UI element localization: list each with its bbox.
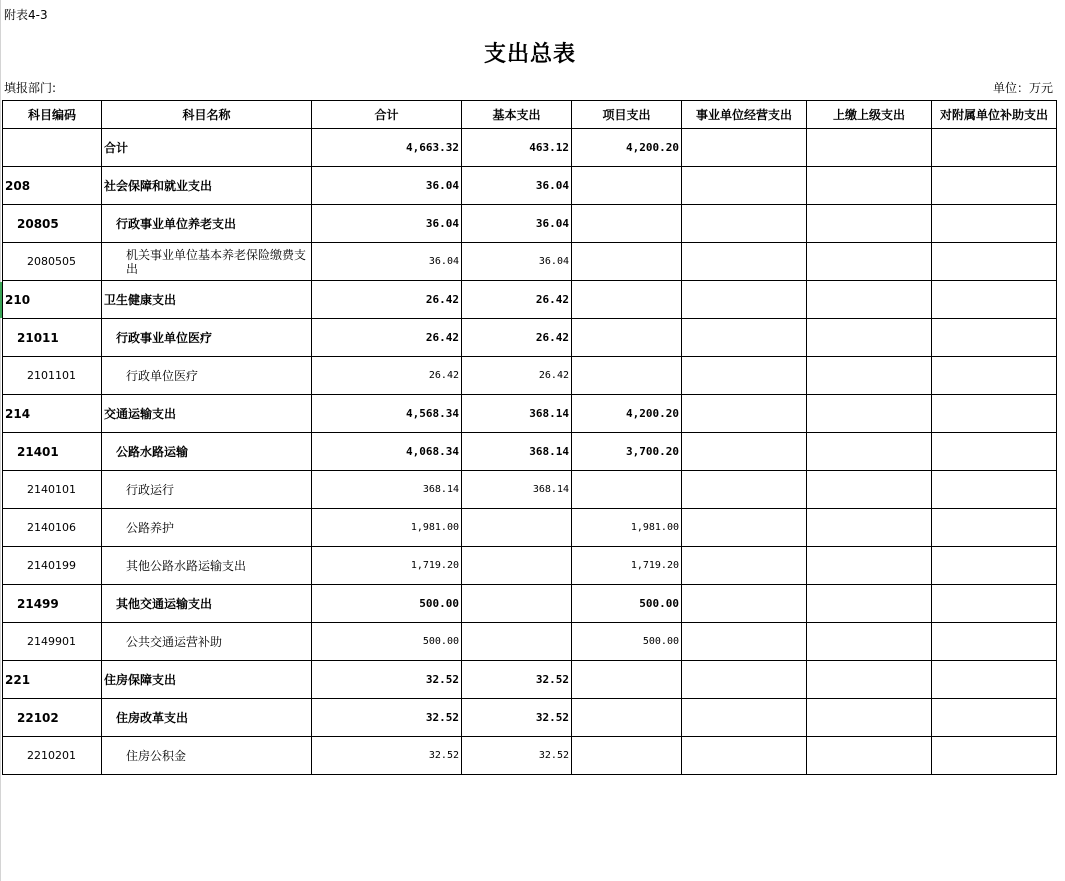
cell-basic[interactable]: 368.14 [462,395,572,433]
cell-name[interactable]: 其他交通运输支出 [102,585,312,623]
header-project[interactable]: 项目支出 [572,101,682,129]
cell-subsidy[interactable] [932,509,1057,547]
table-row [3,585,1057,623]
cell-subsidy[interactable] [932,243,1057,281]
table-row [3,357,1057,395]
cell-subsidy[interactable] [932,433,1057,471]
table-row [3,623,1057,661]
cell-upper[interactable] [807,167,932,205]
cell-subsidy[interactable] [932,205,1057,243]
table-row [3,737,1057,775]
header-upper[interactable]: 上缴上级支出 [807,101,932,129]
cell-name[interactable]: 住房公积金 [102,737,312,775]
cell-business[interactable] [682,319,807,357]
cell-code[interactable]: 210 [3,281,102,319]
cell-upper[interactable] [807,281,932,319]
table-row [3,167,1057,205]
cell-business[interactable] [682,433,807,471]
cell-business[interactable] [682,623,807,661]
cell-project[interactable]: 500.00 [572,623,682,661]
unit-label: 单位：万元 [992,81,1053,95]
cell-total[interactable]: 32.52 [312,737,462,775]
cell-project[interactable] [572,319,682,357]
cell-basic[interactable] [462,509,572,547]
cell-project[interactable] [572,471,682,509]
cell-total[interactable]: 26.42 [312,281,462,319]
table-body [3,129,1057,775]
cell-business[interactable] [682,509,807,547]
cell-basic[interactable]: 36.04 [462,167,572,205]
cell-business[interactable] [682,699,807,737]
cell-project[interactable]: 500.00 [572,585,682,623]
cell-total[interactable]: 36.04 [312,205,462,243]
cell-name[interactable]: 行政事业单位养老支出 [102,205,312,243]
cell-business[interactable] [682,205,807,243]
cell-code[interactable]: 2140199 [3,547,102,585]
cell-code[interactable]: 20805 [3,205,102,243]
cell-code[interactable]: 208 [3,167,102,205]
cell-business[interactable] [682,395,807,433]
cell-subsidy[interactable] [932,661,1057,699]
table-row [3,433,1057,471]
cell-basic[interactable] [462,585,572,623]
cell-project[interactable]: 1,719.20 [572,547,682,585]
header-row [3,101,1057,129]
table-row [3,205,1057,243]
cell-upper[interactable] [807,243,932,281]
cell-total[interactable]: 32.52 [312,661,462,699]
cell-code[interactable]: 2140106 [3,509,102,547]
cell-upper[interactable] [807,129,932,167]
table-row [3,395,1057,433]
cell-name[interactable]: 卫生健康支出 [102,281,312,319]
cell-name[interactable]: 行政单位医疗 [102,357,312,395]
table-row [3,243,1057,281]
cell-code[interactable]: 2210201 [3,737,102,775]
cell-subsidy[interactable] [932,395,1057,433]
cell-business[interactable] [682,129,807,167]
sheet-left-border [0,0,1,881]
cell-upper[interactable] [807,547,932,585]
cell-subsidy[interactable] [932,129,1057,167]
cell-business[interactable] [682,471,807,509]
cell-subsidy[interactable] [932,547,1057,585]
cell-project[interactable] [572,699,682,737]
cell-name[interactable]: 公路养护 [102,509,312,547]
cell-project[interactable] [572,661,682,699]
cell-business[interactable] [682,167,807,205]
header-business[interactable]: 事业单位经营支出 [682,101,807,129]
cell-code[interactable]: 2140101 [3,471,102,509]
cell-subsidy[interactable] [932,737,1057,775]
cell-upper[interactable] [807,395,932,433]
cell-subsidy[interactable] [932,319,1057,357]
cell-basic[interactable]: 26.42 [462,319,572,357]
cell-total[interactable]: 1,981.00 [312,509,462,547]
cell-name[interactable]: 行政事业单位医疗 [102,319,312,357]
cell-subsidy[interactable] [932,699,1057,737]
cell-business[interactable] [682,357,807,395]
table-row [3,509,1057,547]
cell-upper[interactable] [807,471,932,509]
cell-upper[interactable] [807,661,932,699]
cell-project[interactable]: 4,200.20 [572,395,682,433]
cell-total[interactable]: 368.14 [312,471,462,509]
table-row [3,281,1057,319]
header-total[interactable]: 合计 [312,101,462,129]
cell-basic[interactable]: 32.52 [462,737,572,775]
cell-code[interactable]: 2080505 [3,243,102,281]
cell-subsidy[interactable] [932,357,1057,395]
cell-code[interactable]: 22102 [3,699,102,737]
cell-business[interactable] [682,737,807,775]
table-row [3,547,1057,585]
cell-basic[interactable]: 368.14 [462,471,572,509]
cell-name[interactable]: 交通运输支出 [102,395,312,433]
cell-code[interactable]: 21011 [3,319,102,357]
cell-upper[interactable] [807,509,932,547]
cell-total[interactable]: 500.00 [312,623,462,661]
cell-project[interactable] [572,167,682,205]
cell-basic[interactable]: 26.42 [462,281,572,319]
cell-business[interactable] [682,585,807,623]
cell-name[interactable]: 行政运行 [102,471,312,509]
table-row [3,129,1057,167]
cell-code[interactable]: 221 [3,661,102,699]
cell-total[interactable]: 1,719.20 [312,547,462,585]
cell-basic[interactable]: 368.14 [462,433,572,471]
cell-code[interactable]: 2101101 [3,357,102,395]
cell-business[interactable] [682,661,807,699]
expenditure-table [2,100,1057,775]
header-code[interactable]: 科目编码 [3,101,102,129]
cell-upper[interactable] [807,585,932,623]
cell-project[interactable] [572,281,682,319]
cell-subsidy[interactable] [932,623,1057,661]
cell-name[interactable]: 住房保障支出 [102,661,312,699]
cell-subsidy[interactable] [932,585,1057,623]
cell-name[interactable]: 住房改革支出 [102,699,312,737]
cell-project[interactable] [572,243,682,281]
cell-project[interactable] [572,205,682,243]
cell-subsidy[interactable] [932,281,1057,319]
sheet-caption: 附表4-3 [4,8,48,22]
cell-name[interactable]: 公共交通运营补助 [102,623,312,661]
cell-basic[interactable]: 36.04 [462,243,572,281]
cell-code[interactable]: 21499 [3,585,102,623]
cell-name[interactable]: 合计 [102,129,312,167]
cell-upper[interactable] [807,699,932,737]
cell-upper[interactable] [807,433,932,471]
cell-project[interactable]: 1,981.00 [572,509,682,547]
cell-total[interactable]: 4,663.32 [312,129,462,167]
cell-upper[interactable] [807,319,932,357]
cell-basic[interactable]: 463.12 [462,129,572,167]
cell-total[interactable]: 36.04 [312,167,462,205]
cell-total[interactable]: 4,568.34 [312,395,462,433]
header-name[interactable]: 科目名称 [102,101,312,129]
cell-project[interactable]: 4,200.20 [572,129,682,167]
cell-code[interactable] [3,129,102,167]
cell-name[interactable]: 公路水路运输 [102,433,312,471]
cell-basic[interactable] [462,623,572,661]
cell-total[interactable]: 500.00 [312,585,462,623]
page-title: 支出总表 [483,41,576,67]
cell-basic[interactable]: 36.04 [462,205,572,243]
header-basic[interactable]: 基本支出 [462,101,572,129]
dept-label: 填报部门: [4,81,57,95]
cell-subsidy[interactable] [932,167,1057,205]
cell-basic[interactable]: 32.52 [462,661,572,699]
cell-total[interactable]: 26.42 [312,357,462,395]
cell-business[interactable] [682,281,807,319]
cell-upper[interactable] [807,357,932,395]
table-row [3,661,1057,699]
table-row [3,699,1057,737]
cell-project[interactable]: 3,700.20 [572,433,682,471]
table-row [3,319,1057,357]
cell-basic[interactable] [462,547,572,585]
cell-project[interactable] [572,357,682,395]
cell-upper[interactable] [807,205,932,243]
table-row [3,471,1057,509]
cell-name[interactable]: 社会保障和就业支出 [102,167,312,205]
cell-business[interactable] [682,243,807,281]
cell-code[interactable]: 214 [3,395,102,433]
cell-total[interactable]: 26.42 [312,319,462,357]
cell-basic[interactable]: 32.52 [462,699,572,737]
cell-subsidy[interactable] [932,471,1057,509]
cell-total[interactable]: 32.52 [312,699,462,737]
cell-code[interactable]: 21401 [3,433,102,471]
cell-total[interactable]: 4,068.34 [312,433,462,471]
cell-project[interactable] [572,737,682,775]
cell-name[interactable]: 机关事业单位基本养老保险缴费支出 [102,243,312,281]
cell-upper[interactable] [807,623,932,661]
cell-basic[interactable]: 26.42 [462,357,572,395]
cell-business[interactable] [682,547,807,585]
cell-total[interactable]: 36.04 [312,243,462,281]
header-subsidy[interactable]: 对附属单位补助支出 [932,101,1057,129]
cell-name[interactable]: 其他公路水路运输支出 [102,547,312,585]
cell-upper[interactable] [807,737,932,775]
cell-code[interactable]: 2149901 [3,623,102,661]
